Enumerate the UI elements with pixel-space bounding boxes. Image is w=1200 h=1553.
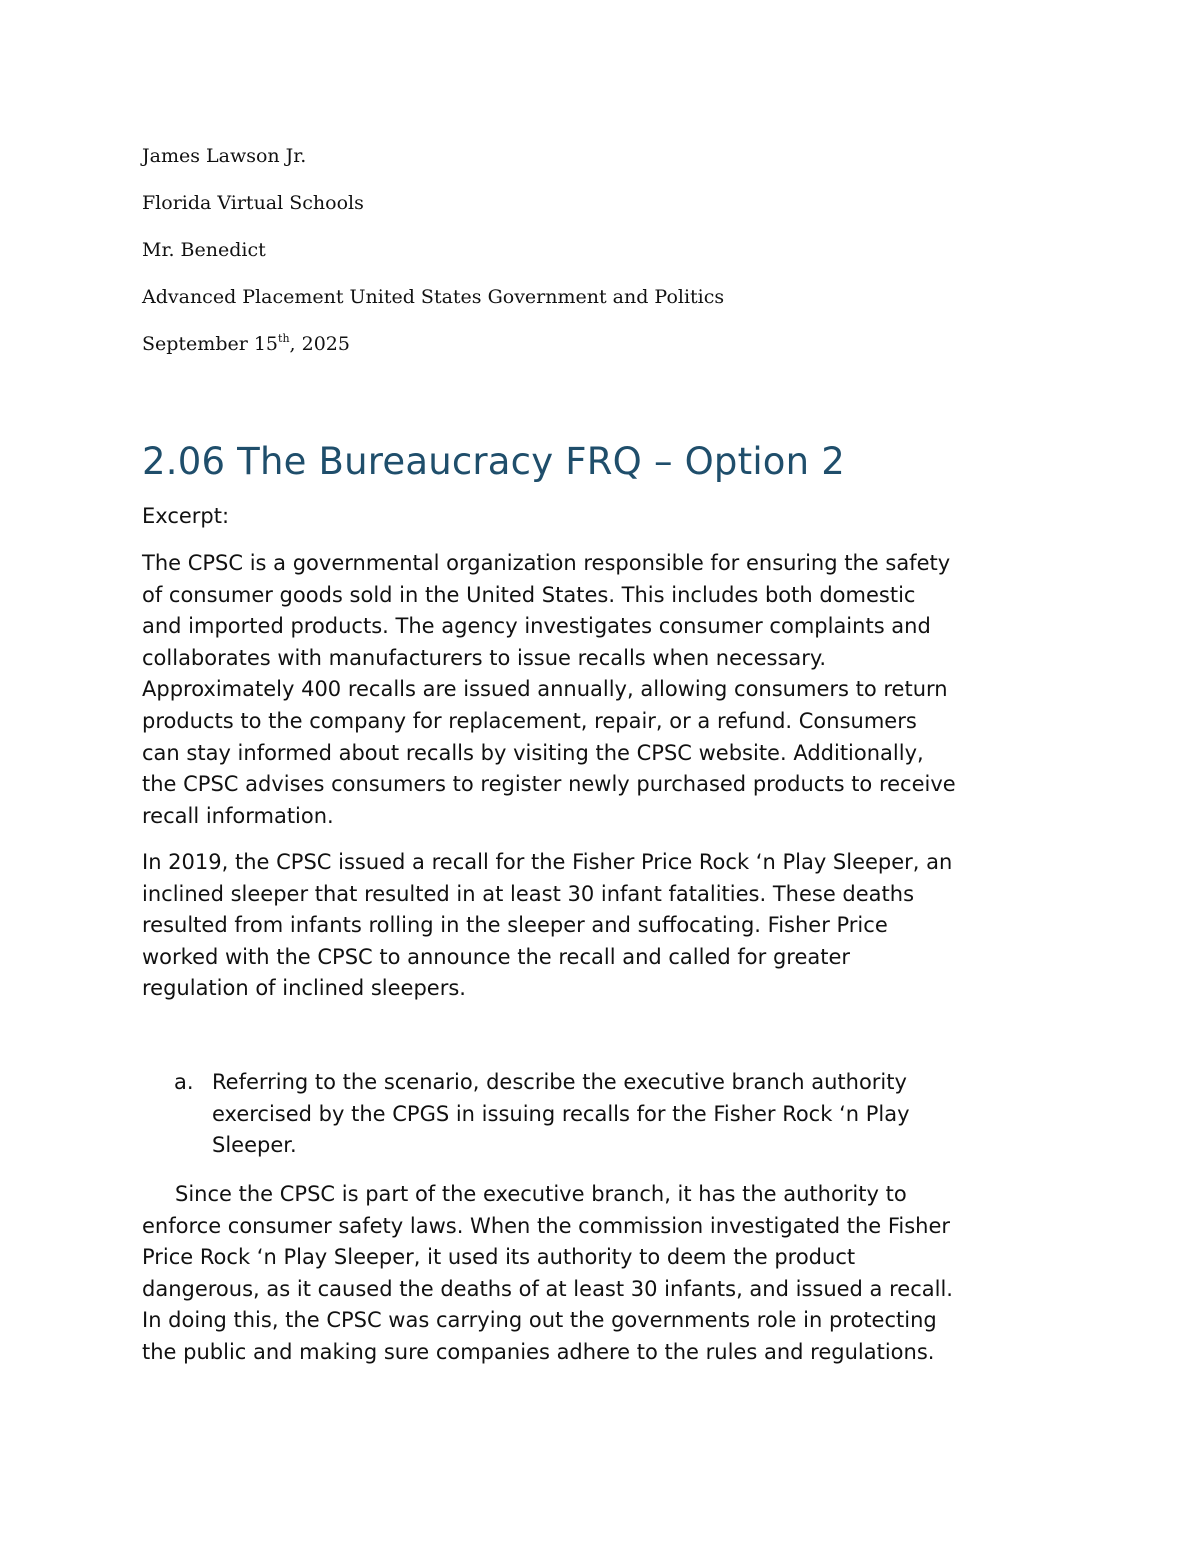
- text-line: Price Rock ‘n Play Sleeper, it used its authority to deem the product: [142, 1245, 856, 1270]
- text-line: Since the CPSC is part of the executive branch, it has the authority to: [175, 1182, 907, 1206]
- document-title: 2.06 The Bureaucracy FRQ – Option 2: [142, 440, 845, 483]
- teacher-name: Mr. Benedict: [142, 239, 266, 261]
- text-line: Sleeper.: [212, 1133, 297, 1158]
- text-line: and imported products. The agency investigates consumer complaints and: [142, 614, 931, 639]
- text-line: In 2019, the CPSC issued a recall for the Fisher Price Rock ‘n Play Sleeper, an: [142, 850, 953, 874]
- text-line: regulation of inclined sleepers.: [142, 976, 466, 1001]
- text-line: products to the company for replacement, repair, or a refund. Consumers: [142, 708, 917, 733]
- text-line: recall information.: [142, 803, 334, 828]
- text-line: collaborates with manufacturers to issue recalls when necessary.: [142, 645, 826, 670]
- question-text: [212, 1067, 910, 1162]
- text-line: dangerous, as it caused the deaths of at least 30 infants, and issued a recall.: [142, 1276, 953, 1301]
- text-line: Approximately 400 recalls are issued annually, allowing consumers to return: [142, 677, 948, 702]
- author-name: James Lawson Jr.: [142, 145, 307, 167]
- text-line: resulted from infants rolling in the sleeper and suffocating. Fisher Price: [142, 913, 888, 938]
- text-line: the CPSC advises consumers to register newly purchased products to receive: [142, 772, 956, 797]
- date-month-day: September 15: [142, 333, 279, 355]
- text-line: enforce consumer safety laws. When the commission investigated the Fisher: [142, 1213, 951, 1238]
- date-ordinal-suffix: th: [278, 332, 290, 345]
- assignment-date: [142, 331, 724, 378]
- text-line: In doing this, the CPSC was carrying out the governments role in protecting: [142, 1308, 937, 1333]
- answer-paragraph: [142, 1179, 1067, 1369]
- text-line: of consumer goods sold in the United States. This includes both domestic: [142, 582, 916, 607]
- excerpt-paragraph-1: [142, 548, 1067, 832]
- excerpt-label: Excerpt:: [142, 504, 230, 528]
- text-line: Referring to the scenario, describe the executive branch authority: [212, 1070, 907, 1094]
- text-line: inclined sleeper that resulted in at least 30 infant fatalities. These deaths: [142, 881, 915, 906]
- document-header: [142, 143, 724, 378]
- text-line: The CPSC is a governmental organization responsible for ensuring the safety: [142, 551, 951, 575]
- text-line: worked with the CPSC to announce the recall and called for greater: [142, 944, 851, 969]
- excerpt-paragraph-2: [142, 847, 1067, 1005]
- school-name: Florida Virtual Schools: [142, 192, 364, 214]
- date-year: , 2025: [289, 333, 350, 355]
- text-line: can stay informed about recalls by visiting the CPSC website. Additionally,: [142, 740, 924, 765]
- text-line: the public and making sure companies adhere to the rules and regulations.: [142, 1339, 935, 1364]
- course-name: Advanced Placement United States Government and Politics: [142, 286, 725, 308]
- list-marker: a.: [174, 1070, 194, 1094]
- text-line: exercised by the CPGS in issuing recalls for the Fisher Rock ‘n Play: [212, 1101, 910, 1126]
